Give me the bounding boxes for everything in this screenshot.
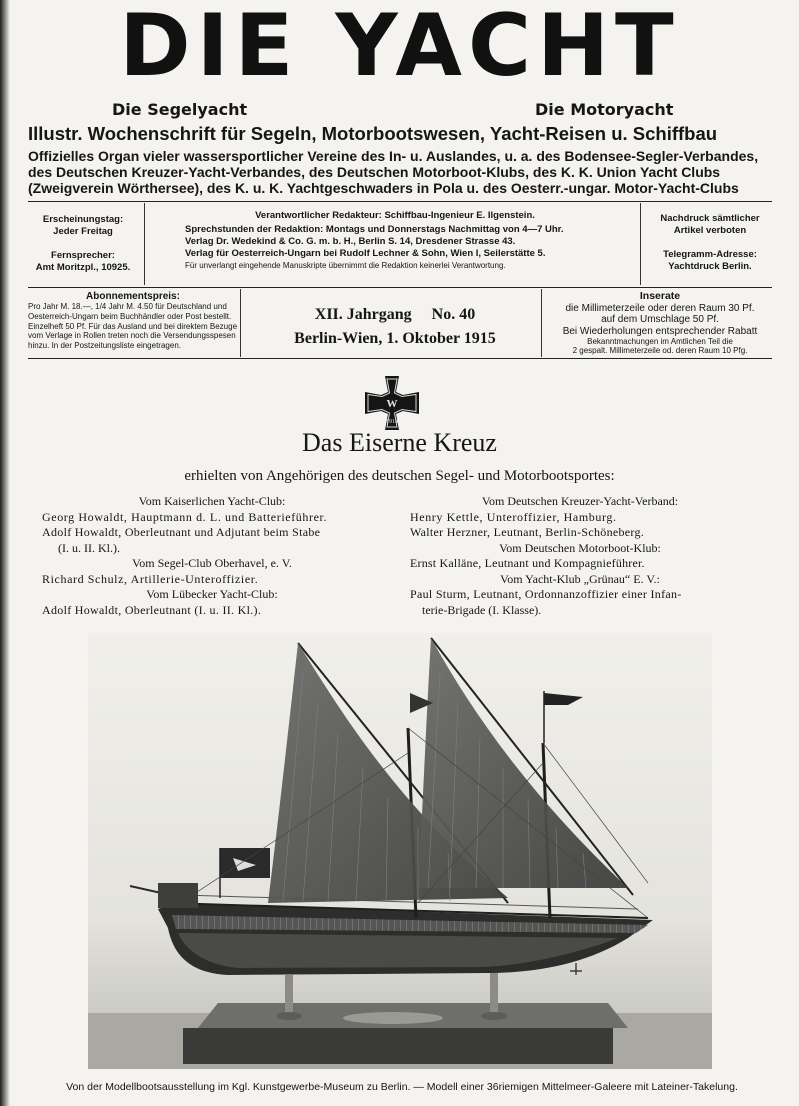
official-organ-text — [28, 148, 788, 196]
editorial-info-box — [185, 210, 605, 272]
club-heading: Vom Yacht-Klub „Grünau“ E. V.: — [500, 571, 660, 586]
club-heading: Vom Deutschen Kreuzer-Yacht-Verband: — [481, 494, 679, 508]
official-line: Offizielles Organ vieler wassersportlicher Vereine des In- u. Auslandes, u. a. des Bodensee-Segler-Verbandes, — [28, 148, 759, 164]
phone-number: Amt Moritzpl., 10925. — [35, 262, 131, 273]
weekly-tagline: Illustr. Wochenschrift für Segeln, Motorbootswesen, Yacht-Reisen u. Schiffbau — [28, 123, 718, 144]
honors-right-column — [410, 494, 750, 618]
advertising-rate: Bei Wiederholungen entsprechender Rabatt — [562, 325, 758, 337]
telegram-label: Telegramm-Adresse: — [663, 249, 757, 260]
honoree-line: Paul Sturm, Leutnant, Ordonnanzoffizier einer Infan- — [410, 587, 682, 601]
page-binding-shadow — [0, 0, 10, 1106]
header-rule — [28, 287, 772, 288]
publication-day: Jeder Freitag — [53, 226, 113, 237]
subscription-box — [28, 292, 238, 351]
honoree-line: Richard Schulz, Artillerie-Unteroffizier. — [42, 571, 259, 586]
advertising-heading: Inserate — [639, 290, 681, 302]
honoree-line: terie-Brigade (I. Klasse). — [422, 602, 542, 617]
issue-volume-number: XII. Jahrgang No. 40 — [314, 306, 476, 323]
issue-info — [250, 303, 540, 351]
honoree-line: Ernst Kalläne, Leutnant und Kompagnieführer. — [410, 556, 645, 570]
club-heading: Vom Deutschen Motorboot-Klub: — [499, 540, 661, 555]
advertising-box — [545, 291, 775, 355]
honoree-line: Georg Howaldt, Hauptmann d. L. und Batterieführer. — [42, 509, 328, 524]
header-rule — [28, 201, 772, 202]
publication-info-box — [28, 210, 138, 274]
rights-info-box — [645, 213, 775, 273]
office-hours: Sprechstunden der Redaktion: Montags und Donnerstags Nachmittag von 4—7 Uhr. — [185, 224, 564, 235]
honoree-line: Adolf Howaldt, Oberleutnant und Adjutant beim Stabe — [42, 525, 321, 539]
reprint-notice-2: Artikel verboten — [673, 225, 747, 236]
honoree-line: Henry Kettle, Unteroffizier, Hamburg. — [410, 509, 617, 524]
publication-day-label: Erscheinungstag: — [42, 214, 124, 225]
subtitle-motor: Die Motoryacht — [535, 100, 674, 119]
subtitle-sailing: Die Segelyacht — [112, 100, 248, 119]
subscription-heading: Abonnementspreis: — [86, 291, 180, 302]
advertising-rate: 2 gespalt. Millimeterzeile od. deren Raum 10 Pfg. — [572, 346, 748, 355]
advertising-rate: Bekanntmachungen im Amtlichen Teil die — [587, 337, 733, 346]
column-divider — [541, 289, 542, 357]
manuscript-disclaimer: Für unverlangt eingehende Manuskripte übernimmt die Redaktion keinerlei Verantwortung. — [185, 261, 506, 270]
issue-date: Berlin-Wien, 1. Oktober 1915 — [294, 330, 496, 347]
official-line: des Deutschen Kreuzer-Yacht-Verbandes, des Deutschen Motorboot-Klubs, des K. K. Union Yacht Clubs — [28, 164, 721, 180]
club-heading: Vom Lübecker Yacht-Club: — [146, 587, 278, 601]
advertising-rate: die Millimeterzeile oder deren Raum 30 Pf. — [565, 302, 755, 314]
official-line: (Zweigverein Wörthersee), des K. u. K. Yachtgeschwaders in Pola u. des Oesterr.-ungar. Motor-Yacht-Clubs — [28, 180, 739, 196]
iron-cross-icon — [363, 374, 421, 432]
subscription-text: Pro Jahr M. 18.—, 1/4 Jahr M. 4.50 für Deutschland und Oesterreich-Ungarn beim Buchhändler oder Post bestellt. Einzelheft 50 Pf. Für das Ausland und bei direktem Bezuge vom Verlage in Rollen treten noch die Versendungsspesen hinzu. In der Postzeitungsliste eingetragen. — [28, 302, 238, 351]
cross-year: 1914 — [386, 419, 398, 425]
photo-caption: Von der Modellbootsausstellung im Kgl. Kunstgewerbe-Museum zu Berlin. — Modell einer 36riemigen Mittelmeer-Galeere mit Lateiner-Takelung. — [66, 1081, 738, 1093]
galley-model-photo — [88, 633, 712, 1069]
publisher-line: Verlag Dr. Wedekind & Co. G. m. b. H., Berlin S. 14, Dresdener Strasse 43. — [185, 236, 516, 247]
telegram-address: Yachtdruck Berlin. — [668, 261, 752, 272]
honoree-line: Adolf Howaldt, Oberleutnant (I. u. II. Kl.). — [42, 602, 262, 617]
column-divider — [240, 289, 241, 357]
column-divider — [640, 203, 641, 285]
honoree-line: (I. u. II. Kl.). — [58, 540, 120, 555]
club-heading: Vom Segel-Club Oberhavel, e. V. — [132, 556, 292, 570]
cross-center-letter: W — [386, 398, 398, 410]
advertising-rate: auf dem Umschlage 50 Pf. — [601, 314, 719, 325]
article-title: Das Eiserne Kreuz — [302, 428, 497, 457]
header-rule — [28, 358, 772, 359]
club-heading: Vom Kaiserlichen Yacht-Club: — [138, 494, 286, 508]
reprint-notice: Nachdruck sämtlicher — [660, 213, 760, 224]
column-divider — [144, 203, 145, 285]
honoree-line: Walter Herzner, Leutnant, Berlin-Schöneberg. — [410, 525, 645, 539]
masthead-title: DIE YACHT — [119, 0, 680, 96]
phone-label: Fernsprecher: — [51, 250, 115, 261]
editor-line: Verantwortlicher Redakteur: Schiffbau-Ingenieur E. Ilgenstein. — [255, 210, 535, 221]
austria-publisher-line: Verlag für Oesterreich-Ungarn bei Rudolf Lechner & Sohn, Wien I, Seilerstätte 5. — [185, 248, 546, 259]
honors-left-column — [42, 494, 382, 618]
article-subtitle: erhielten von Angehörigen des deutschen Segel- und Motorbootsportes: — [184, 468, 615, 484]
